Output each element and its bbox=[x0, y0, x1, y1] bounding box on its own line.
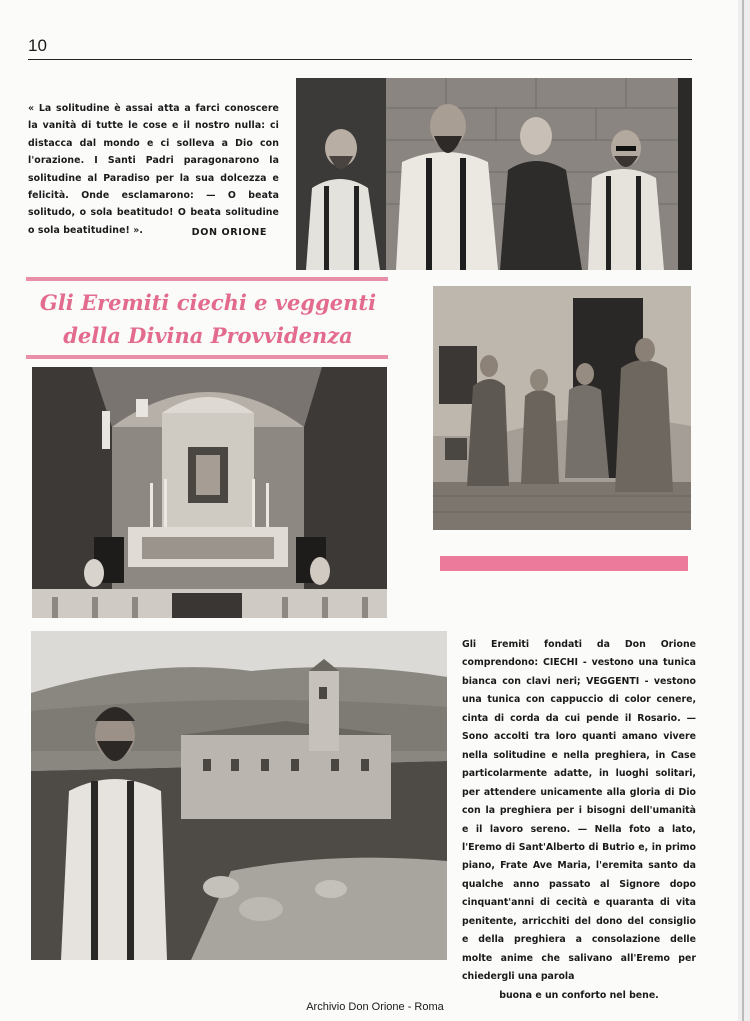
title-rule-bottom bbox=[26, 355, 388, 359]
title-rule-top bbox=[26, 277, 388, 281]
pink-decorative-box bbox=[440, 556, 688, 571]
page-number: 10 bbox=[28, 36, 47, 55]
section-title-line-2: della Divina Provvidenza bbox=[63, 323, 353, 348]
archive-footer: Archivio Don Orione - Roma bbox=[306, 1001, 444, 1013]
photo-hermitage-landscape bbox=[31, 631, 447, 960]
quote-author: DON ORIONE bbox=[191, 227, 267, 238]
caption-closing: buona e un conforto nel bene. bbox=[499, 989, 659, 1001]
header-rule bbox=[28, 59, 692, 60]
quote-text: « La solitudine è assai atta a farci conoscere la vanità di tutte le cose e il nostro nulla: ci distacca dal mondo e ci solleva a Dio con l'orazione. I Santi Padri paragonarono la solitudine al Paradiso per la sua dolcezza e felicità. Onde esclamarono: — O beata solitudo, o sola beatitudo! O beata solitudine o sola beatitudine! ». bbox=[28, 103, 279, 236]
section-title bbox=[28, 286, 388, 352]
page-edge bbox=[738, 0, 750, 1021]
caption-text: Gli Eremiti fondati da Don Orione comprendono: CIECHI - vestono una tunica bianca con clavi neri; VEGGENTI - vestono una tunica con cappuccio di color cenere, cinta di corda da cui pende il Rosario. — Sono accolti tra loro quanti amano vivere nella solitudine e nella preghiera, in Case particolarmente adatte, in luoghi solitari, per attendere unicamente alla gloria di Dio con la preghiera per i bisogni dell'umanità e il lavoro sereno. — Nella foto a lato, l'Eremo di Sant'Alberto di Butrio e, in primo piano, Frate Ave Maria, l'eremita santo da qualche anno passato al Signore dopo cinquant'anni di cecità e quaranta di vita penitente, arricchiti del dono del consiglio e della preghiera a consolazione delle molte anime che salivano all'Eremo per chiedergli una parola bbox=[462, 639, 696, 983]
section-title-line-1: Gli Eremiti ciechi e veggenti bbox=[39, 290, 377, 315]
photo-chapel-altar bbox=[32, 367, 387, 618]
photo-hermits-at-doorway bbox=[433, 286, 691, 530]
photo-four-hermits bbox=[296, 78, 692, 270]
photo-caption bbox=[462, 636, 696, 1005]
